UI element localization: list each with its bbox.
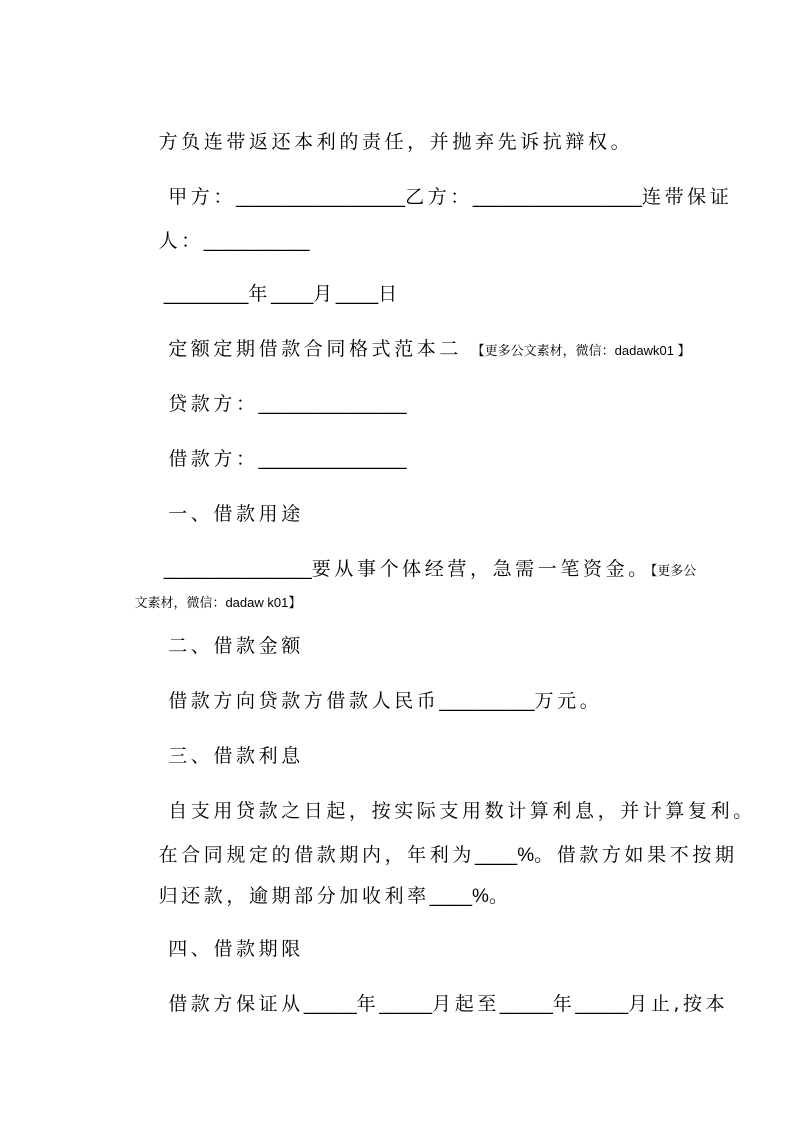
purpose-text: 要从事个体经营，急需一笔资金。 <box>311 558 651 580</box>
end-month-blank: _____ <box>575 994 629 1015</box>
promo-note-start: 【更多公 <box>650 563 697 578</box>
guarantor-label: 连带保证 <box>641 186 733 208</box>
penalty-rate-blank: ____% <box>429 886 489 907</box>
start-month-blank: _____ <box>379 994 433 1015</box>
year-label: 年 <box>248 283 271 305</box>
day-label: 日 <box>378 283 401 305</box>
party-b-blank: ________________ <box>472 187 642 208</box>
borrower-blank: ______________ <box>258 449 407 470</box>
heading-text: 三、借款利息 <box>158 745 304 767</box>
text: 月止,按本 <box>628 993 729 1015</box>
text: 方负连带返还本利的责任，并抛弃先诉抗辩权。 <box>158 131 634 153</box>
heading-text: 一、借款用途 <box>158 503 304 525</box>
text: 自支用贷款之日起，按实际支用数计算利息，并计算复利。 <box>158 800 756 822</box>
rate-blank: ____% <box>474 845 535 866</box>
text: 月起至 <box>432 993 500 1015</box>
borrower-label: 借款方： <box>158 448 259 470</box>
promo-note: 【更多公文素材，微信：dadawk01 】 <box>471 343 691 358</box>
party-b-label: 乙方： <box>405 186 473 208</box>
guarantor-blank: __________ <box>203 231 310 252</box>
heading-text: 四、借款期限 <box>158 938 304 960</box>
loan-term-text <box>120 968 793 1041</box>
text: 年 <box>552 993 576 1015</box>
heading-text: 二、借款金额 <box>158 635 304 657</box>
text: 在合同规定的借款期内，年利为 <box>158 844 475 866</box>
amount-unit: 万元。 <box>534 690 603 712</box>
purpose-blank: ______________ <box>158 559 312 580</box>
text: 借款方保证从 <box>158 993 304 1015</box>
amount-text: 借款方向贷款方借款人民币 <box>158 690 440 712</box>
document-title: 定额定期借款合同格式范本二 <box>158 338 472 360</box>
promo-note-end: 文素材，微信：dadaw k01】 <box>134 595 302 610</box>
amount-blank: _________ <box>439 691 535 712</box>
start-year-blank: _____ <box>303 994 357 1015</box>
text: 归还款，逾期部分加收利率 <box>158 885 430 907</box>
guarantor-label-end: 人： <box>158 230 204 252</box>
party-a-blank: ________________ <box>236 187 406 208</box>
party-a-label: 甲方： <box>158 186 237 208</box>
text: 。借款方如果不按期 <box>534 844 738 866</box>
month-blank: ____ <box>271 284 314 305</box>
day-blank: ____ <box>335 284 379 305</box>
text: 。 <box>488 885 512 907</box>
year-blank: ________ <box>158 284 249 305</box>
text: 年 <box>356 993 380 1015</box>
lender-blank: ______________ <box>258 394 407 415</box>
lender-label: 贷款方： <box>158 393 259 415</box>
end-year-blank: _____ <box>499 994 553 1015</box>
month-label: 月 <box>313 283 336 305</box>
